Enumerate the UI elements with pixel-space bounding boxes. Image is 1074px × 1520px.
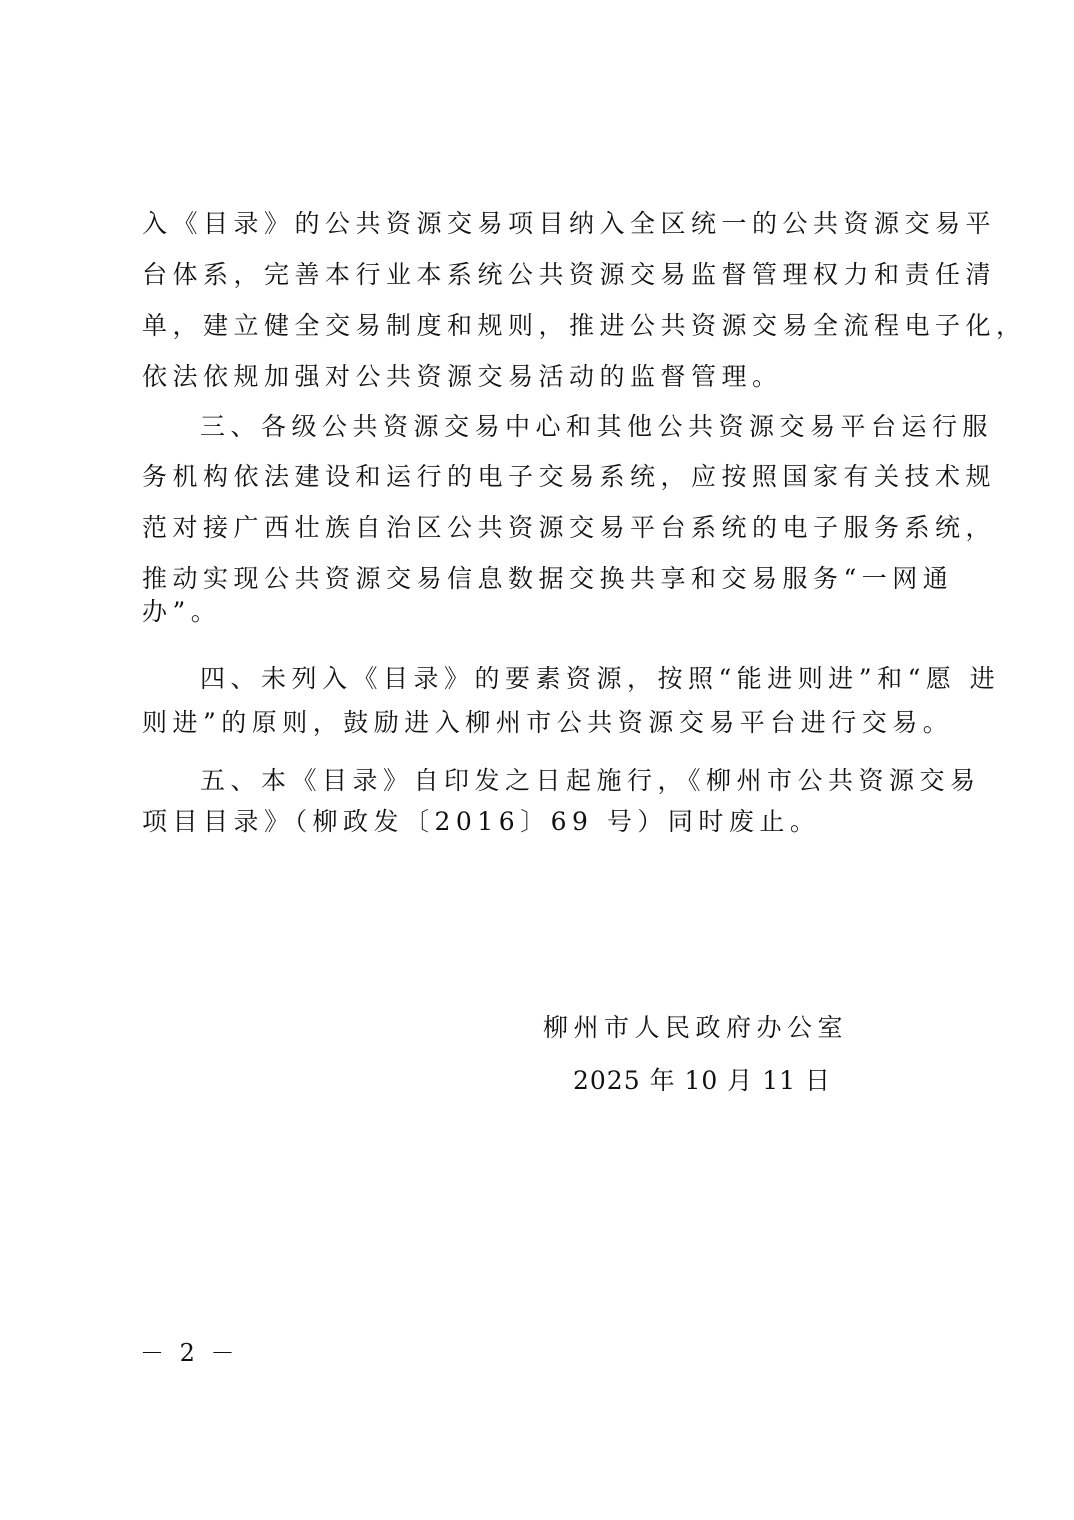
paragraph-3-first-line: 三、各级公共资源交易中心和其他公共资源交易平台运行服 [200,412,994,441]
body-line: 推动实现公共资源交易信息数据交换共享和交易服务“一网通 [142,564,954,593]
body-line: 范对接广西壮族自治区公共资源交易平台系统的电子服务系统， [142,513,997,542]
signing-date: 2025 年 10 月 11 日 [573,1066,831,1095]
body-line: 依法依规加强对公共资源交易活动的监督管理。 [142,362,783,391]
body-line: 单，建立健全交易制度和规则，推进公共资源交易全流程电子化， [142,311,1027,340]
body-line: 则进”的原则，鼓励进入柳州市公共资源交易平台进行交易。 [142,708,954,737]
paragraph-5-first-line: 五、本《目录》自印发之日起施行，《柳州市公共资源交易 [200,766,981,795]
body-line: 项目目录》（柳政发〔2016〕69 号）同时废止。 [142,807,821,836]
body-line: 入《目录》的公共资源交易项目纳入全区统一的公共资源交易平 [142,209,997,238]
page-number: － 2 － [140,1339,239,1367]
body-line: 办”。 [142,597,222,626]
body-line: 台体系，完善本行业本系统公共资源交易监督管理权力和责任清 [142,260,997,289]
body-line: 务机构依法建设和运行的电子交易系统，应按照国家有关技术规 [142,462,997,491]
signing-organization: 柳州市人民政府办公室 [543,1013,849,1042]
paragraph-4-first-line: 四、未列入《目录》的要素资源，按照“能进则进”和“愿 进 [200,664,1001,693]
